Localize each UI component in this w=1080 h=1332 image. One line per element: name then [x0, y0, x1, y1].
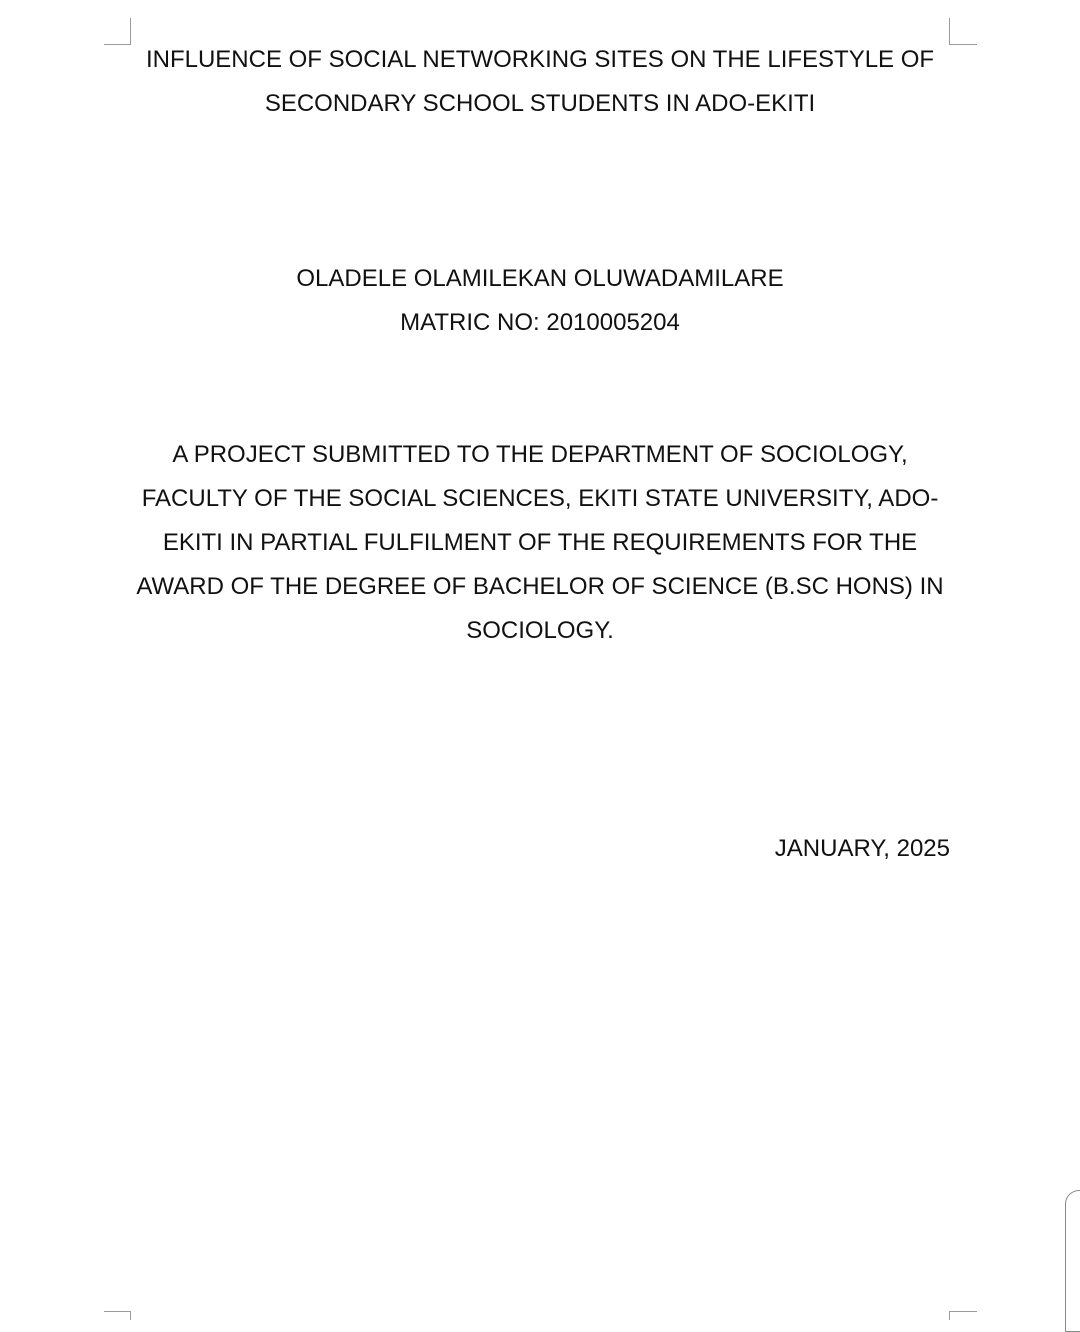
title-line: INFLUENCE OF SOCIAL NETWORKING SITES ON THE LIFESTYLE OF — [145, 46, 935, 73]
submission-date: JANUARY, 2025 — [774, 835, 950, 862]
statement-line: A PROJECT SUBMITTED TO THE DEPARTMENT OF SOCIOLOGY, — [172, 441, 908, 468]
submission-statement — [130, 433, 950, 653]
title-line: SECONDARY SCHOOL STUDENTS IN ADO-EKITI — [264, 90, 816, 117]
statement-line: AWARD OF THE DEGREE OF BACHELOR OF SCIENCE (B.SC HONS) IN — [136, 573, 944, 600]
author-name: OLADELE OLAMILEKAN OLUWADAMILARE — [296, 265, 784, 292]
statement-line: SOCIOLOGY. — [466, 617, 614, 644]
crop-mark-top-left — [104, 18, 131, 45]
statement-line: EKITI IN PARTIAL FULFILMENT OF THE REQUIREMENTS FOR THE — [162, 529, 918, 556]
scroll-handle[interactable] — [1065, 1190, 1080, 1332]
project-title — [130, 38, 950, 126]
matric-number: MATRIC NO: 2010005204 — [400, 309, 680, 336]
author-info — [130, 257, 950, 345]
crop-mark-top-right — [949, 18, 977, 45]
statement-line: FACULTY OF THE SOCIAL SCIENCES, EKITI STATE UNIVERSITY, ADO- — [141, 485, 939, 512]
